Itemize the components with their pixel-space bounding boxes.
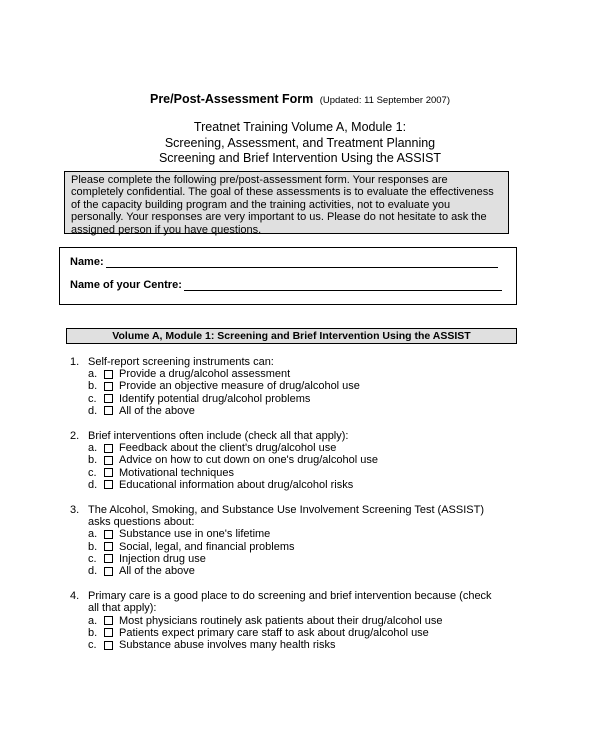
option-text: All of the above: [119, 404, 195, 417]
subtitle-line: Screening, Assessment, and Treatment Planning: [164, 135, 436, 150]
option-checkbox[interactable]: [104, 554, 113, 563]
answer-option: [70, 627, 520, 639]
module-subtitle: [0, 120, 600, 167]
option-text: Provide an objective measure of drug/alcohol use: [119, 380, 360, 393]
option-letter: d.: [88, 565, 98, 578]
form-title: Pre/Post-Assessment Form: [149, 92, 314, 106]
question-text-line: Primary care is a good place to do screening and brief intervention because (check: [88, 590, 492, 603]
form-updated-date: (Updated: 11 September 2007): [319, 95, 451, 106]
option-text: Provide a drug/alcohol assessment: [119, 368, 291, 381]
question-2: [70, 430, 520, 491]
option-text: Motivational techniques: [119, 466, 234, 479]
identity-box: [59, 247, 517, 305]
instructions-line: completely confidential. The goal of these assessments is to evaluate the effectiveness: [71, 186, 494, 199]
centre-field-row: [70, 279, 502, 291]
answer-option: [70, 615, 520, 627]
answer-option: [70, 380, 520, 392]
option-text: Identify potential drug/alcohol problems: [119, 392, 311, 405]
option-text: Most physicians routinely ask patients about their drug/alcohol use: [119, 614, 443, 627]
answer-option: [70, 442, 520, 454]
name-label: Name:: [70, 256, 104, 268]
question-4: [70, 590, 520, 651]
option-letter: a.: [88, 368, 98, 381]
answer-option: [70, 405, 520, 417]
question-1: [70, 356, 520, 417]
question-text-line: asks questions about:: [88, 516, 195, 529]
question-text-line: The Alcohol, Smoking, and Substance Use Involvement Screening Test (ASSIST): [88, 504, 484, 517]
question-text-line: all that apply):: [88, 602, 157, 615]
option-text: All of the above: [119, 565, 195, 578]
option-letter: b.: [88, 380, 98, 393]
option-checkbox[interactable]: [104, 567, 113, 576]
option-letter: c.: [88, 392, 97, 405]
option-letter: b.: [88, 454, 98, 467]
option-checkbox[interactable]: [104, 382, 113, 391]
option-checkbox[interactable]: [104, 641, 113, 650]
option-letter: c.: [88, 466, 97, 479]
answer-option: [70, 479, 520, 491]
option-letter: a.: [88, 528, 98, 541]
question-text: [88, 590, 520, 614]
question-number: 1.: [70, 356, 80, 368]
answer-option: [70, 454, 520, 466]
option-letter: c.: [88, 639, 97, 652]
question-number: 4.: [70, 590, 80, 603]
option-checkbox[interactable]: [104, 616, 113, 625]
option-text: Advice on how to cut down on one's drug/alcohol use: [119, 454, 378, 467]
answer-option: [70, 467, 520, 479]
question-text: Brief interventions often include (check all that apply):: [88, 430, 349, 443]
answer-option: [70, 541, 520, 553]
option-checkbox[interactable]: [104, 530, 113, 539]
section-heading: Volume A, Module 1: Screening and Brief Intervention Using the ASSIST: [66, 328, 517, 344]
question-number: 3.: [70, 504, 80, 517]
centre-input-line[interactable]: [184, 280, 502, 291]
answer-option: [70, 553, 520, 565]
instructions-box: [64, 171, 509, 234]
option-checkbox[interactable]: [104, 468, 113, 477]
option-text: Feedback about the client's drug/alcohol use: [119, 442, 337, 455]
answer-option: [70, 393, 520, 405]
answer-option: [70, 528, 520, 540]
option-text: Patients expect primary care staff to ask about drug/alcohol use: [119, 626, 429, 639]
option-checkbox[interactable]: [104, 444, 113, 453]
option-letter: c.: [88, 552, 97, 565]
option-text: Educational information about drug/alcohol risks: [119, 478, 354, 491]
option-checkbox[interactable]: [104, 456, 113, 465]
question-text: Self-report screening instruments can:: [88, 356, 274, 368]
question-text: [88, 504, 520, 528]
question-list: [70, 356, 520, 664]
instructions-line: Please complete the following pre/post-assessment form. Your responses are: [71, 174, 448, 186]
option-letter: a.: [88, 614, 98, 627]
option-letter: d.: [88, 404, 98, 417]
form-title-row: [0, 92, 600, 106]
option-text: Social, legal, and financial problems: [119, 540, 295, 553]
option-text: Substance use in one's lifetime: [119, 528, 271, 541]
subtitle-line: Screening and Brief Intervention Using the ASSIST: [158, 151, 442, 165]
option-checkbox[interactable]: [104, 542, 113, 551]
name-input-line[interactable]: [106, 257, 498, 268]
option-letter: a.: [88, 442, 98, 455]
instructions-line: personally. Your responses are very important to us. Please do not hesitate to ask the: [71, 211, 487, 224]
instructions-line: assigned person if you have questions.: [71, 223, 262, 236]
option-checkbox[interactable]: [104, 406, 113, 415]
option-checkbox[interactable]: [104, 370, 113, 379]
answer-option: [70, 639, 520, 651]
option-checkbox[interactable]: [104, 394, 113, 403]
name-field-row: [70, 256, 498, 268]
answer-option: [70, 565, 520, 577]
option-checkbox[interactable]: [104, 628, 113, 637]
option-text: Substance abuse involves many health risks: [119, 639, 336, 652]
centre-label: Name of your Centre:: [70, 279, 182, 291]
subtitle-line: Treatnet Training Volume A, Module 1:: [193, 120, 407, 134]
question-3: [70, 504, 520, 577]
option-checkbox[interactable]: [104, 480, 113, 489]
option-letter: b.: [88, 626, 98, 639]
option-text: Injection drug use: [119, 552, 206, 565]
answer-option: [70, 368, 520, 380]
option-letter: b.: [88, 540, 98, 553]
option-letter: d.: [88, 478, 98, 491]
question-number: 2.: [70, 430, 80, 443]
instructions-line: of the capacity building program and the training activities, not to evaluate you: [71, 198, 451, 211]
